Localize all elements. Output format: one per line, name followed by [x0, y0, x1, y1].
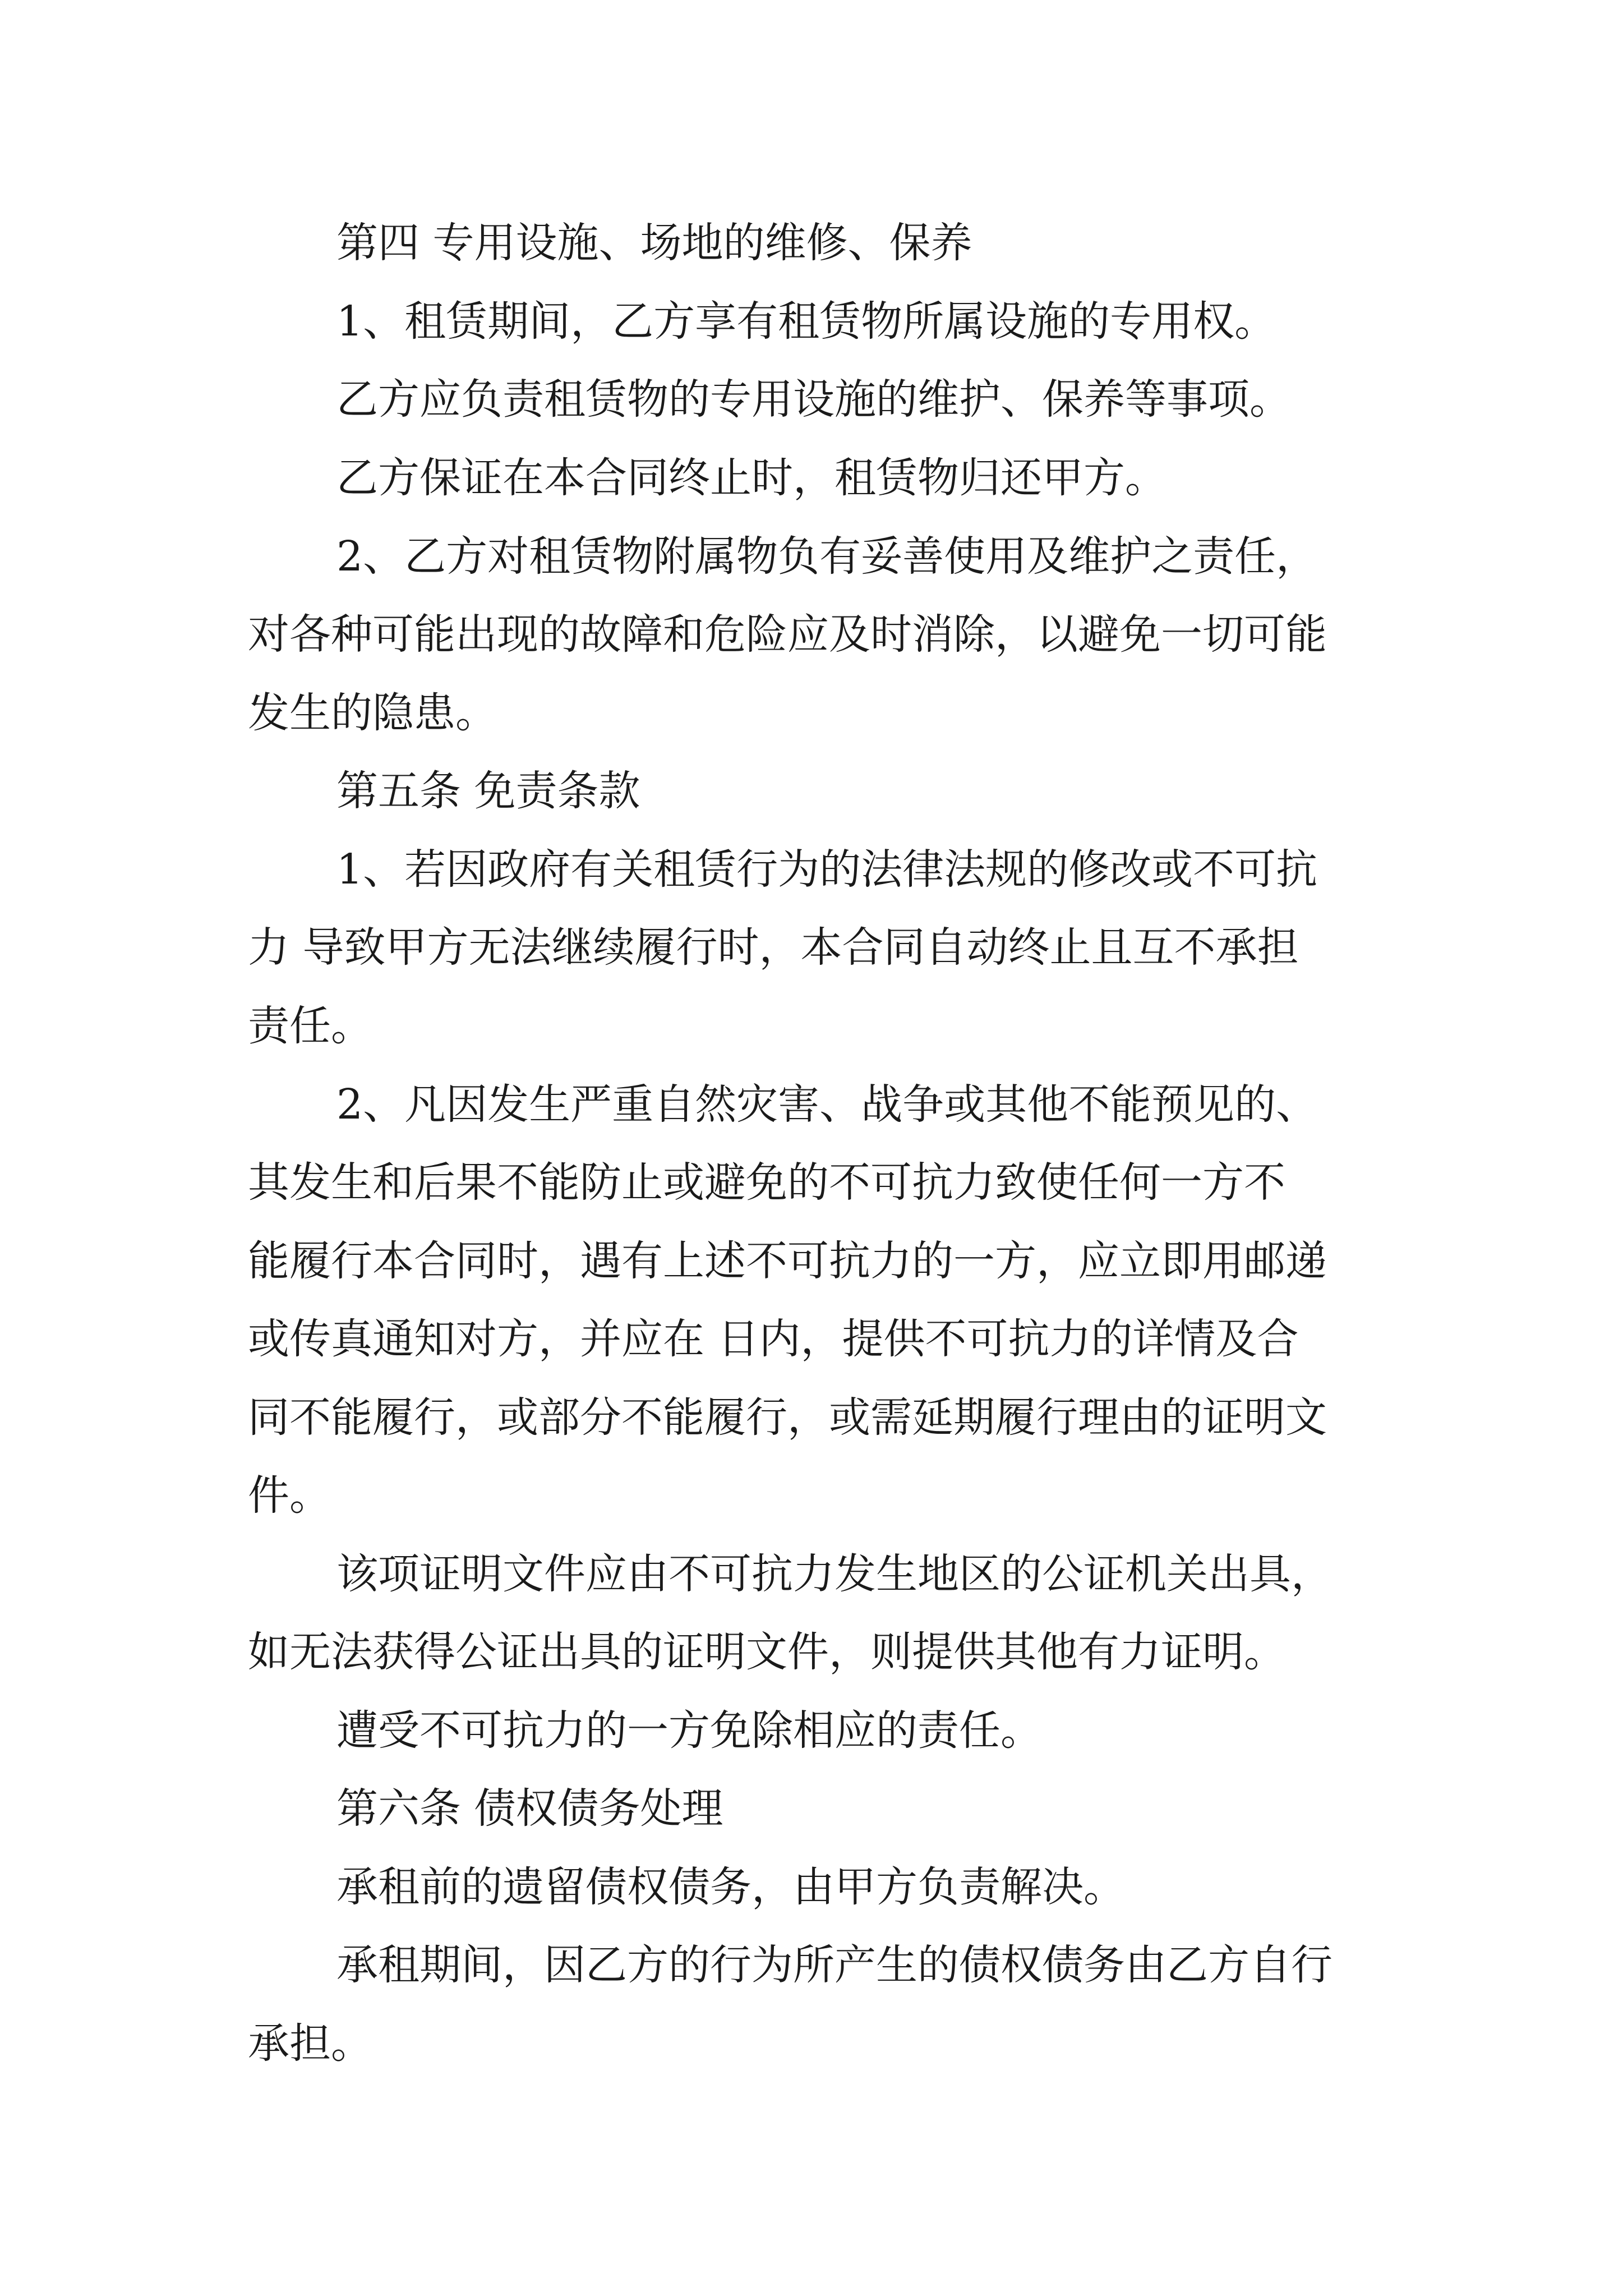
paragraph-line: 同不能履行，或部分不能履行，或需延期履行理由的证明文 — [248, 1393, 1327, 1442]
paragraph-line: 该项证明文件应由不可抗力发生地区的公证机关出具， — [336, 1550, 1332, 1598]
paragraph-line: 乙方应负责租赁物的专用设施的维护、保养等事项。 — [336, 375, 1291, 424]
paragraph-line: 发生的隐患。 — [248, 689, 497, 737]
paragraph-line: 1、若因政府有关租赁行为的法律法规的修改或不可抗 — [336, 845, 1318, 894]
paragraph-line: 2、乙方对租赁物附属物负有妥善使用及维护之责任， — [336, 532, 1318, 581]
clause-heading: 第六条 债权债务处理 — [336, 1784, 723, 1833]
paragraph-line: 2、凡因发生严重自然灾害、战争或其他不能预见的、 — [336, 1080, 1318, 1129]
paragraph-line: 1、租赁期间，乙方享有租赁物所属设施的专用权。 — [336, 297, 1276, 346]
paragraph-line: 其发生和后果不能防止或避免的不可抗力致使任何一方不 — [248, 1158, 1285, 1207]
paragraph-line: 或传真通知对方，并应在 日内，提供不可抗力的详情及合 — [248, 1315, 1299, 1363]
paragraph-line: 如无法获得公证出具的证明文件，则提供其他有力证明。 — [248, 1628, 1285, 1676]
clause-heading: 第四 专用设施、场地的维修、保养 — [336, 219, 972, 267]
clause-heading: 第五条 免责条款 — [336, 767, 640, 815]
paragraph-line: 承租前的遗留债权债务，由甲方负责解决。 — [336, 1863, 1125, 1911]
paragraph-line: 件。 — [248, 1471, 331, 1520]
paragraph-line: 力 导致甲方无法继续履行时，本合同自动终止且互不承担 — [248, 923, 1299, 972]
paragraph-line: 承租期间，因乙方的行为所产生的债权债务由乙方自行 — [336, 1941, 1332, 1989]
paragraph-line: 能履行本合同时，遇有上述不可抗力的一方，应立即用邮递 — [248, 1237, 1327, 1285]
paragraph-line: 对各种可能出现的故障和危险应及时消除，以避免一切可能 — [248, 610, 1327, 659]
paragraph-line: 遭受不可抗力的一方免除相应的责任。 — [336, 1706, 1042, 1755]
paragraph-line: 乙方保证在本合同终止时，租赁物归还甲方。 — [336, 454, 1166, 502]
paragraph-line: 责任。 — [248, 1002, 372, 1050]
paragraph-line: 承担。 — [248, 2019, 372, 2068]
